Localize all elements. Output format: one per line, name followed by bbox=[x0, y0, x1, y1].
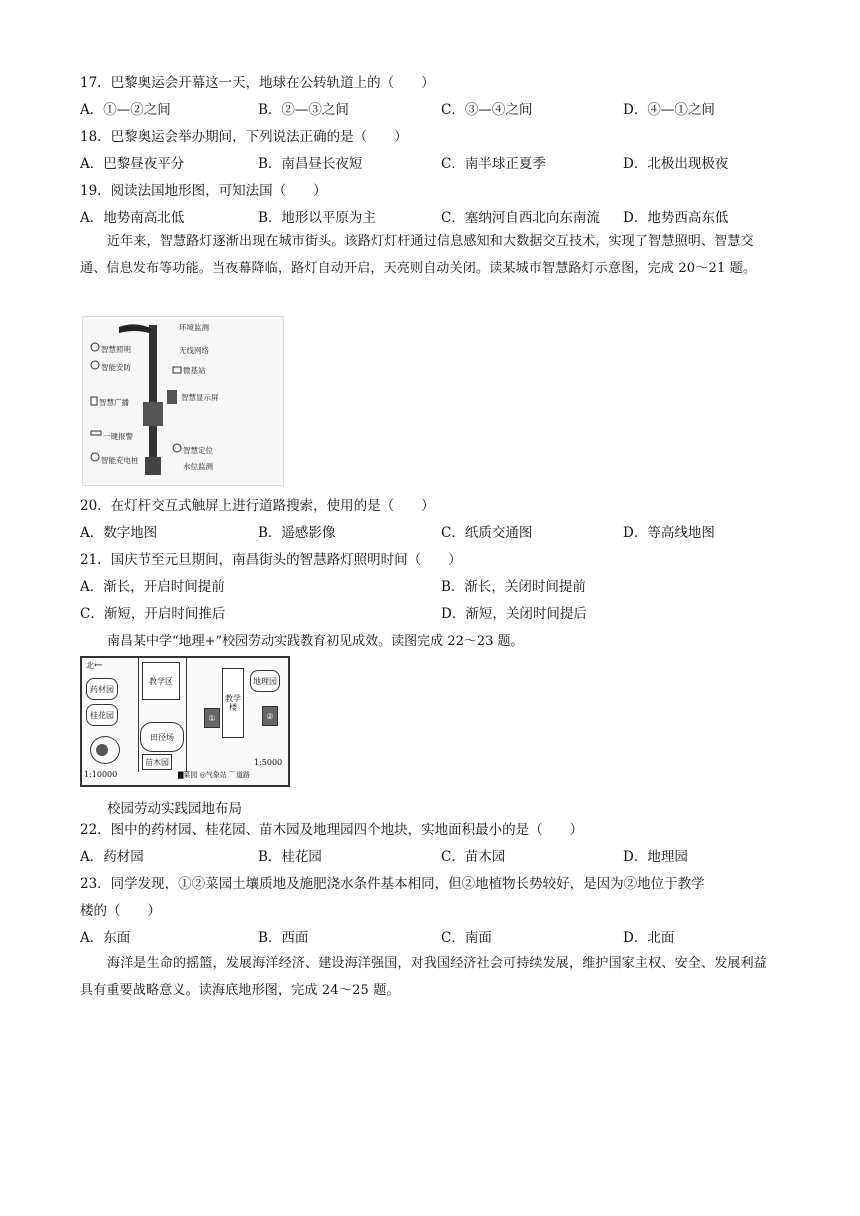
passage-smart-lamp: 近年来，智慧路灯逐渐出现在城市街头。该路灯灯杆通过信息感知和大数据交互技术，实现了智慧照明、智慧交通、信息发布等功能。当夜幕降临，路灯自动开启，天亮则自动关闭。读某城市智慧路灯示意图，完成 20～21 题。 bbox=[80, 234, 757, 276]
q21-option-b: B．渐长，关闭时间提前 bbox=[441, 579, 586, 595]
q18-option-b: B．南昌昼长夜短 bbox=[258, 156, 363, 172]
nursery-garden: 苗木园 bbox=[142, 754, 172, 770]
q21-stem: 21．国庆节至元旦期间，南昌街头的智慧路灯照明时间（ ） bbox=[80, 552, 462, 568]
lamp-label-env: 环境监测 bbox=[179, 323, 209, 332]
scale-left: 1:10000 bbox=[84, 770, 118, 779]
teaching-building: 教学楼 bbox=[222, 668, 244, 738]
lamp-label-security: 智能安防 bbox=[101, 363, 131, 372]
q17-option-a: A．①—②之间 bbox=[80, 102, 171, 118]
q18-option-c: C．南半球正夏季 bbox=[441, 156, 546, 172]
vegetable-plot-1: ① bbox=[204, 708, 220, 728]
q19-option-a: A．地势南高北低 bbox=[80, 210, 185, 226]
lamp-label-broadcast: 智慧广播 bbox=[99, 398, 129, 407]
sports-field: 田径场 bbox=[140, 722, 184, 752]
q20-option-a: A．数字地图 bbox=[80, 525, 158, 541]
q23-option-d: D．北面 bbox=[623, 930, 675, 946]
q18-option-a: A．巴黎昼夜平分 bbox=[80, 156, 185, 172]
lamp-label-water: 水位监测 bbox=[183, 462, 213, 471]
q17-option-b: B．②—③之间 bbox=[258, 102, 349, 118]
q18-stem: 18．巴黎奥运会举办期间，下列说法正确的是（ ） bbox=[80, 129, 408, 145]
q20-option-b: B．遥感影像 bbox=[258, 525, 336, 541]
q19-option-c: C．塞纳河自西北向东南流 bbox=[441, 210, 600, 226]
q18-option-d: D．北极出现极夜 bbox=[623, 156, 729, 172]
campus-map-figure bbox=[80, 656, 290, 787]
q19-stem: 19．阅读法国地形图，可知法国（ ） bbox=[80, 183, 327, 199]
q23-stem-line2: 楼的（ ） bbox=[80, 903, 161, 919]
q23-stem-line1: 23．同学发现，①②菜园土壤质地及施肥浇水条件基本相同，但②地植物长势较好，是因为②地位于教学 bbox=[80, 876, 705, 892]
scale-right: 1:5000 bbox=[254, 758, 283, 767]
q17-stem: 17．巴黎奥运会开幕这一天，地球在公转轨道上的（ ） bbox=[80, 75, 435, 91]
lamp-label-light: 智慧照明 bbox=[101, 345, 131, 354]
q20-stem: 20．在灯杆交互式触屏上进行道路搜索，使用的是（ ） bbox=[80, 498, 435, 514]
q21-option-d: D．渐短，关闭时间提后 bbox=[441, 606, 587, 622]
smart-lamp-figure bbox=[82, 316, 284, 486]
weather-station-icon bbox=[96, 744, 108, 756]
q23-option-b: B．西面 bbox=[258, 930, 309, 946]
q20-option-c: C．纸质交通图 bbox=[441, 525, 533, 541]
q23-option-a: A．东面 bbox=[80, 930, 131, 946]
q21-option-c: C．渐短，开启时间推后 bbox=[80, 606, 226, 622]
q20-option-d: D．等高线地图 bbox=[623, 525, 715, 541]
q21-option-a: A．渐长，开启时间提前 bbox=[80, 579, 225, 595]
north-arrow: 北← bbox=[86, 660, 103, 671]
q17-option-d: D．④—①之间 bbox=[623, 102, 715, 118]
q22-option-d: D．地理园 bbox=[623, 849, 688, 865]
lamp-label-alarm: 一键报警 bbox=[103, 432, 133, 441]
figure-caption: 校园劳动实践园地布局 bbox=[107, 801, 242, 817]
q19-option-b: B．地形以平原为主 bbox=[258, 210, 376, 226]
lamp-label-charge: 智能充电桩 bbox=[101, 456, 139, 465]
q23-option-c: C．南面 bbox=[441, 930, 492, 946]
lamp-label-base: 微基站 bbox=[183, 366, 206, 375]
geo-garden: 地理园 bbox=[250, 670, 280, 692]
passage-ocean: 海洋是生命的摇篮，发展海洋经济、建设海洋强国，对我国经济社会可持续发展，维护国家主权、安全、发展利益具有重要战略意义。读海底地形图，完成 24～25 题。 bbox=[80, 956, 768, 998]
q17-option-c: C．③—④之间 bbox=[441, 102, 533, 118]
q22-stem: 22．图中的药材园、桂花园、苗木园及地理园四个地块，实地面积最小的是（ ） bbox=[80, 822, 584, 838]
lamp-label-wifi: 无线网络 bbox=[179, 346, 209, 355]
lamp-label-locate: 智慧定位 bbox=[183, 446, 213, 455]
q22-option-c: C．苗木园 bbox=[441, 849, 506, 865]
map-legend: ▇菜园 ◎气象站 ⌒道路 bbox=[178, 771, 250, 779]
passage-campus: 南昌某中学“地理+”校园劳动实践教育初见成效。读图完成 22～23 题。 bbox=[107, 634, 524, 649]
q22-option-a: A．药材园 bbox=[80, 849, 144, 865]
osmanthus-garden: 桂花园 bbox=[86, 704, 118, 726]
q22-option-b: B．桂花园 bbox=[258, 849, 322, 865]
herb-garden: 药材园 bbox=[86, 678, 118, 700]
q19-option-d: D．地势西高东低 bbox=[623, 210, 729, 226]
lamp-label-screen: 智慧显示屏 bbox=[181, 393, 219, 402]
vegetable-plot-2: ② bbox=[262, 706, 278, 726]
teaching-area-left: 教学区 bbox=[142, 662, 180, 700]
